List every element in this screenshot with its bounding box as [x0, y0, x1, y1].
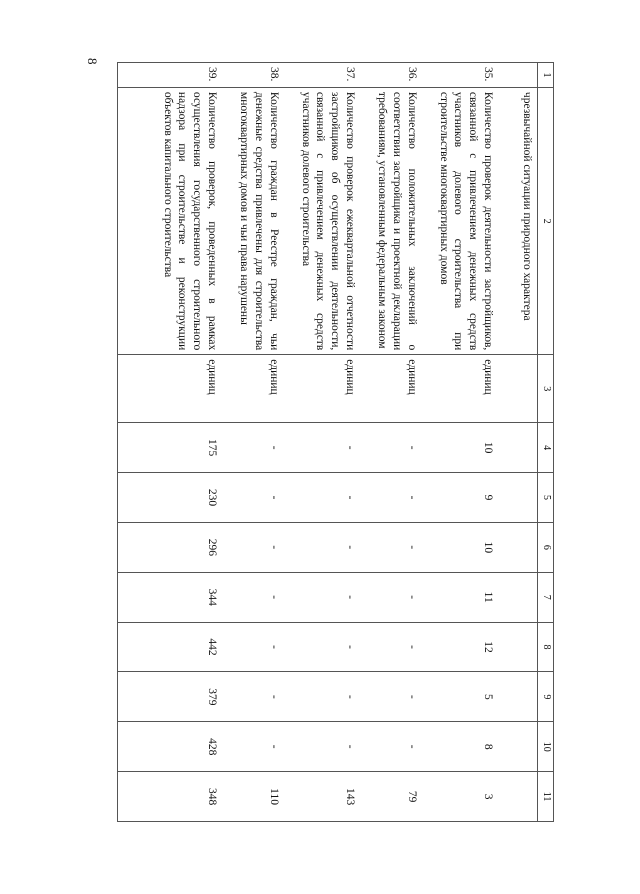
- row-value: 442: [118, 622, 222, 672]
- rotated-table-container: [120, 62, 554, 822]
- row-value: 79: [360, 772, 422, 822]
- table-row: [422, 63, 498, 822]
- row-description: Количество проверок, проведенных в рамках осуществления государственного строительного надзора при строительстве и реконструкции объектов капитального строительства: [118, 87, 222, 354]
- row-value: -: [222, 672, 284, 722]
- row-value: -: [284, 522, 360, 572]
- row-value: [498, 473, 538, 523]
- row-unit: единиц: [422, 355, 498, 423]
- row-unit: единиц: [284, 355, 360, 423]
- row-number: 36.: [360, 63, 422, 88]
- row-value: [498, 672, 538, 722]
- row-value: -: [222, 522, 284, 572]
- row-number: 39.: [118, 63, 222, 88]
- row-number: 35.: [422, 63, 498, 88]
- row-value: -: [360, 672, 422, 722]
- row-value: 143: [284, 772, 360, 822]
- header-cell: 9: [538, 672, 554, 722]
- row-value: 296: [118, 522, 222, 572]
- row-value: [498, 772, 538, 822]
- row-description: Количество положительных заключений о соответствии застройщика и проектной декларации требованиям, установленным федеральным законом: [360, 87, 422, 354]
- row-description: Количество проверок ежеквартальной отчетности застройщиков об осуществлении деятельности, связанной с привлечением денежных средств участников долевого строительства: [284, 87, 360, 354]
- row-value: 10: [422, 423, 498, 473]
- row-value: -: [284, 473, 360, 523]
- indicators-table: [117, 62, 554, 822]
- row-value: [498, 522, 538, 572]
- header-cell: 8: [538, 622, 554, 672]
- row-value: 10: [422, 522, 498, 572]
- row-value: -: [222, 622, 284, 672]
- header-cell: 6: [538, 522, 554, 572]
- row-value: [498, 622, 538, 672]
- header-cell: 11: [538, 772, 554, 822]
- header-cell: 1: [538, 63, 554, 88]
- row-value: [498, 572, 538, 622]
- table-row: [498, 63, 538, 822]
- row-value: 8: [422, 722, 498, 772]
- row-value: -: [360, 572, 422, 622]
- row-value: -: [360, 722, 422, 772]
- row-value: 348: [118, 772, 222, 822]
- row-value: -: [284, 423, 360, 473]
- row-value: -: [222, 572, 284, 622]
- row-number: 38.: [222, 63, 284, 88]
- table-row: [118, 63, 222, 822]
- row-value: -: [360, 473, 422, 523]
- row-value: -: [284, 622, 360, 672]
- header-cell: 2: [538, 87, 554, 354]
- row-description: Количество проверок деятельности застройщиков, связанной с привлечением денежных средств участников долевого строительства при строительстве многоквартирных домов: [422, 87, 498, 354]
- row-unit: [498, 355, 538, 423]
- row-value: -: [284, 572, 360, 622]
- row-description: Количество граждан в Реестре граждан, чьи денежные средства привлечены для строительства многоквартирных домов и чьи права нарушены: [222, 87, 284, 354]
- row-value: 428: [118, 722, 222, 772]
- table-header-row: [538, 63, 554, 822]
- row-number: [498, 63, 538, 88]
- table-row: [284, 63, 360, 822]
- table-row: [222, 63, 284, 822]
- row-value: 5: [422, 672, 498, 722]
- row-value: -: [284, 672, 360, 722]
- header-cell: 4: [538, 423, 554, 473]
- row-value: 12: [422, 622, 498, 672]
- row-value: [498, 722, 538, 772]
- table-row: [360, 63, 422, 822]
- row-value: 379: [118, 672, 222, 722]
- header-cell: 10: [538, 722, 554, 772]
- row-value: -: [360, 622, 422, 672]
- header-cell: 3: [538, 355, 554, 423]
- row-unit: единиц: [360, 355, 422, 423]
- header-cell: 7: [538, 572, 554, 622]
- row-description: чрезвычайной ситуации природного характера: [498, 87, 538, 354]
- row-value: 9: [422, 473, 498, 523]
- row-value: -: [360, 423, 422, 473]
- row-value: 3: [422, 772, 498, 822]
- page-number: 8: [85, 58, 100, 65]
- row-value: -: [222, 722, 284, 772]
- row-value: 344: [118, 572, 222, 622]
- row-value: 110: [222, 772, 284, 822]
- row-value: -: [222, 423, 284, 473]
- row-value: 11: [422, 572, 498, 622]
- row-value: [498, 423, 538, 473]
- row-value: -: [360, 522, 422, 572]
- row-number: 37.: [284, 63, 360, 88]
- row-unit: единиц: [118, 355, 222, 423]
- header-cell: 5: [538, 473, 554, 523]
- row-unit: единиц: [222, 355, 284, 423]
- row-value: -: [222, 473, 284, 523]
- row-value: 230: [118, 473, 222, 523]
- row-value: 175: [118, 423, 222, 473]
- row-value: -: [284, 722, 360, 772]
